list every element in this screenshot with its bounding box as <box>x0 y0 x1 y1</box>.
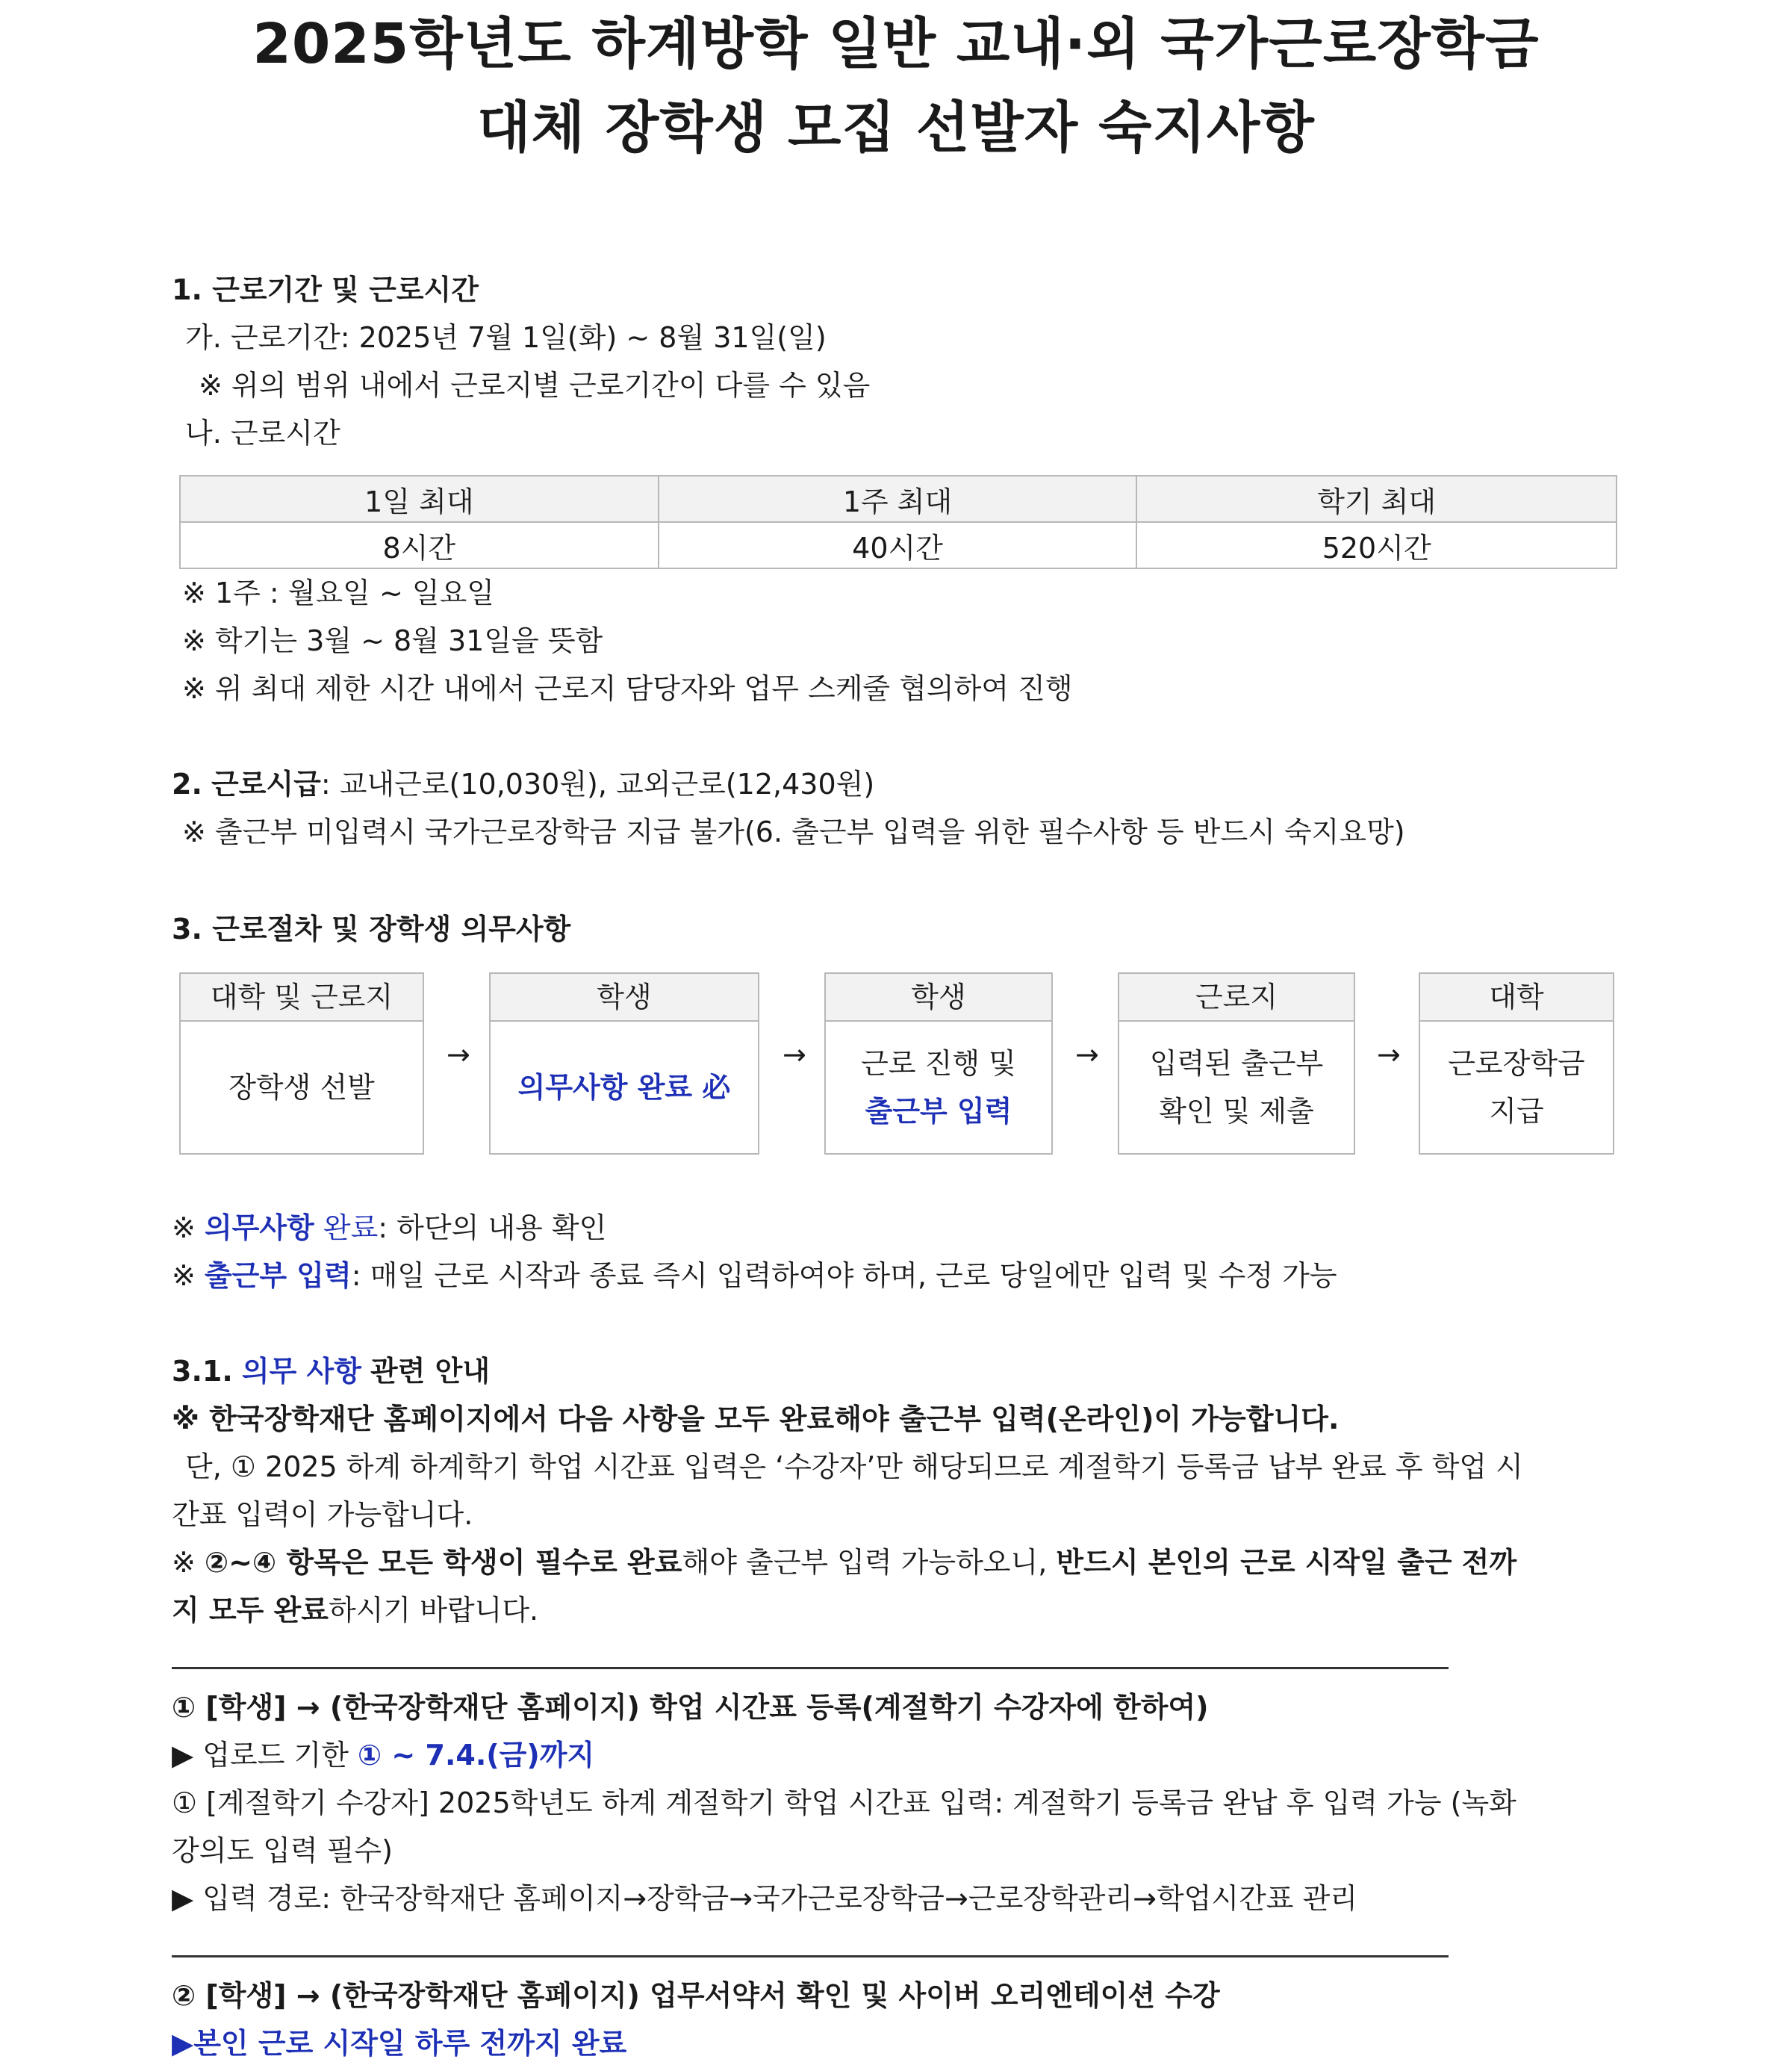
flow-step-4-text-1: 입력된 출근부 <box>1149 1047 1324 1080</box>
hours-note-schedule: ※ 위 최대 제한 시간 내에서 근로지 담당자와 업무 스케줄 협의하여 진행 <box>182 672 1073 705</box>
flow-step-2 <box>489 972 759 1155</box>
section3-heading: 3. 근로절차 및 장학생 의무사항 <box>172 913 571 946</box>
hours-header-semester: 학기 최대 <box>1136 476 1617 522</box>
item1-heading: ① [학생] → (한국장학재단 홈페이지) 학업 시간표 등록(계절학기 수강자에 한하여) <box>172 1691 1209 1724</box>
section2-heading <box>172 760 874 808</box>
section31-para2-b-rest: 하시기 바랍니다. <box>329 1594 539 1627</box>
divider-1 <box>172 1667 1449 1669</box>
hours-header-week: 1주 최대 <box>659 476 1137 522</box>
flow-step-4-header: 근로지 <box>1119 974 1354 1022</box>
item2-heading: ② [학생] → (한국장학재단 홈페이지) 업무서약서 확인 및 사이버 오리엔테이션 수강 <box>172 1979 1220 2012</box>
flow-step-4-text-2: 확인 및 제출 <box>1159 1095 1314 1128</box>
flow-step-1-text: 장학생 선발 <box>228 1071 375 1104</box>
flow-step-2-header: 학생 <box>491 974 758 1022</box>
item1-desc-b: 강의도 입력 필수) <box>172 1834 393 1867</box>
section2-heading-num: 2. <box>172 768 202 801</box>
work-period-note: ※ 위의 범위 내에서 근로지별 근로기간이 다를 수 있음 <box>199 369 871 402</box>
hours-note-semester: ※ 학기는 3월 ~ 8월 31일을 뜻함 <box>182 624 603 657</box>
attendance-note-mark: ※ <box>172 1259 196 1292</box>
flow-step-3-text: 근로 진행 및 <box>861 1047 1016 1080</box>
flow-step-5 <box>1419 972 1614 1155</box>
attendance-note-bold: 출근부 입력 <box>204 1259 352 1292</box>
flow-step-1 <box>179 972 424 1155</box>
item2-deadline: ▶본인 근로 시작일 하루 전까지 완료 <box>172 2027 627 2060</box>
doc-title-line2: 대체 장학생 모집 선발자 숙지사항 <box>477 96 1315 160</box>
work-hours-label: 나. 근로시간 <box>185 417 340 450</box>
flow-step-5-text-2: 지급 <box>1489 1095 1544 1128</box>
doc-title-line1: 2025학년도 하계방학 일반 교내·외 국가근로장학금 <box>252 12 1540 76</box>
duty-note-blue: 완료 <box>323 1211 379 1244</box>
flow-step-3-header: 학생 <box>826 974 1051 1022</box>
flow-step-3 <box>824 972 1053 1155</box>
hours-value-week: 40시간 <box>659 522 1137 568</box>
duty-note-mark: ※ <box>172 1211 196 1244</box>
section31-heading <box>172 1347 490 1395</box>
flow-step-2-text: 의무사항 완료 必 <box>517 1071 731 1104</box>
section2-heading-bold: 근로시급 <box>211 768 321 801</box>
section31-para2-bold2: 반드시 본인의 근로 시작일 출근 전까 <box>1056 1546 1517 1579</box>
duty-note <box>172 1204 606 1252</box>
duty-note-bold: 의무사항 <box>204 1211 314 1244</box>
flow-step-5-text-1: 근로장학금 <box>1448 1047 1585 1080</box>
item1-deadline <box>172 1731 594 1779</box>
section31-para1-a: 단, ① 2025 하계 하계학기 학업 시간표 입력은 ‘수강자’만 해당되므로 계절학기 등록금 납부 완료 후 학업 시 <box>185 1450 1523 1483</box>
flow-step-3-text-emphasis: 출근부 입력 <box>865 1095 1012 1128</box>
section31-heading-num: 3.1. <box>172 1355 233 1388</box>
flow-arrow-1: → <box>447 1038 470 1071</box>
section1-heading: 1. 근로기간 및 근로시간 <box>172 273 479 306</box>
flow-arrow-4: → <box>1377 1038 1401 1071</box>
hours-header-day: 1일 최대 <box>180 476 659 522</box>
section31-para2-b <box>172 1586 538 1634</box>
section31-para2-mark: ※ <box>172 1546 196 1579</box>
section31-heading-rest: 관련 안내 <box>370 1355 491 1388</box>
flow-arrow-2: → <box>783 1038 806 1071</box>
hours-value-day: 8시간 <box>180 522 659 568</box>
section31-para2-b-bold: 지 모두 완료 <box>172 1594 329 1627</box>
hours-note-week: ※ 1주 : 월요일 ~ 일요일 <box>182 577 495 609</box>
flow-step-1-header: 대학 및 근로지 <box>181 974 423 1022</box>
section2-wage-text: : 교내근로(10,030원), 교외근로(12,430원) <box>320 768 875 801</box>
wage-note: ※ 출근부 미입력시 국가근로장학금 지급 불가(6. 출근부 입력을 위한 필수사항 등 반드시 숙지요망) <box>182 816 1405 848</box>
section31-para2-mid: 해야 출근부 입력 가능하오니, <box>682 1546 1048 1579</box>
flow-step-5-header: 대학 <box>1420 974 1613 1022</box>
section31-heading-blue: 의무 사항 <box>241 1355 361 1388</box>
attendance-note-text: : 매일 근로 시작과 종료 즉시 입력하여야 하며, 근로 당일에만 입력 및 수정 가능 <box>351 1259 1337 1292</box>
work-period: 가. 근로기간: 2025년 7월 1일(화) ~ 8월 31일(일) <box>185 321 827 354</box>
duty-note-text: : 하단의 내용 확인 <box>378 1211 607 1244</box>
flow-arrow-3: → <box>1075 1038 1099 1071</box>
item1-desc-a: ① [계절학기 수강자] 2025학년도 하계 계절학기 학업 시간표 입력: 계절학기 등록금 완납 후 입력 가능 (녹화 <box>172 1786 1516 1819</box>
item1-deadline-value: ① ~ 7.4.(금)까지 <box>358 1739 595 1772</box>
item1-path: ▶ 입력 경로: 한국장학재단 홈페이지→장학금→국가근로장학금→근로장학관리→학업시간표 관리 <box>172 1882 1357 1915</box>
hours-value-semester: 520시간 <box>1136 522 1617 568</box>
divider-2 <box>172 1955 1449 1957</box>
section31-para2-bold1: ②~④ 항목은 모든 학생이 필수로 완료 <box>204 1546 682 1579</box>
work-hours-table <box>179 475 1617 569</box>
item1-deadline-label: ▶ 업로드 기한 <box>172 1739 349 1772</box>
section31-bold-note: ※ 한국장학재단 홈페이지에서 다음 사항을 모두 완료해야 출근부 입력(온라인)이 가능합니다. <box>172 1403 1340 1435</box>
section31-para2-a <box>172 1538 1516 1586</box>
flow-step-4 <box>1118 972 1355 1155</box>
section31-para1-b: 간표 입력이 가능합니다. <box>172 1498 473 1531</box>
attendance-note <box>172 1252 1337 1300</box>
